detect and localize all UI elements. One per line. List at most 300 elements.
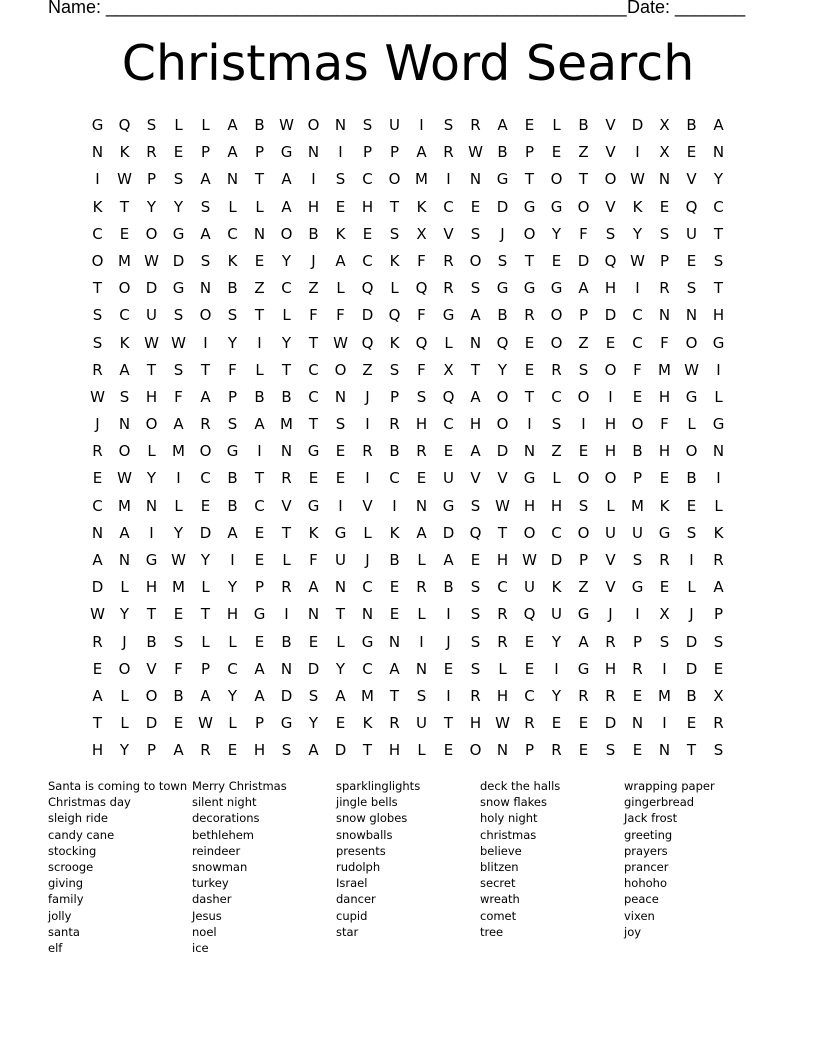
grid-letter: I [257,333,262,352]
grid-letter: C [308,360,319,379]
grid-letter: D [577,251,590,270]
grid-letter: P [254,143,265,162]
grid-letter: E [254,632,265,651]
grid-letter: M [415,170,428,189]
grid-letter: R [632,659,643,678]
word-list-item: hohoho [624,876,667,891]
grid-letter: F [336,306,345,325]
grid-letter: V [497,469,508,488]
grid-letter: C [362,578,373,597]
grid-letter: I [284,605,289,624]
grid-letter: W [333,333,348,352]
grid-letter: K [119,143,130,162]
word-list-item: snowman [192,859,248,874]
grid-letter: S [632,551,643,569]
grid-letter: F [579,224,588,243]
grid-letter: N [199,279,212,298]
grid-letter: Z [578,143,589,162]
grid-letter: V [470,469,481,488]
grid-letter: L [552,469,561,488]
grid-letter: A [281,197,292,216]
grid-letter: D [280,686,293,705]
grid-letter: O [145,224,158,243]
grid-letter: J [608,605,613,624]
grid-letter: I [338,496,343,515]
grid-letter: B [686,469,697,488]
grid-row [84,221,732,248]
grid-letter: R [281,469,292,488]
grid-letter: L [417,741,426,760]
grid-letter: G [550,279,563,298]
grid-letter: L [606,496,615,515]
grid-letter: L [174,496,183,515]
word-list-item: decorations [192,811,260,826]
grid-letter: L [120,578,129,597]
grid-letter: R [443,251,454,270]
grid-letter: T [146,605,157,624]
grid-letter: S [227,306,238,325]
grid-row [84,438,732,465]
grid-letter: L [336,632,345,651]
grid-letter: K [119,333,130,352]
grid-letter: D [604,714,617,733]
grid-letter: T [524,170,535,189]
grid-letter: Y [119,605,130,624]
grid-letter: A [92,551,103,569]
grid-letter: H [604,442,617,461]
grid-letter: A [713,578,724,597]
grid-letter: Y [281,251,292,270]
grid-letter: I [446,605,451,624]
grid-letter: C [200,469,211,488]
grid-letter: G [442,306,455,325]
grid-letter: I [554,659,559,678]
grid-letter: H [550,496,563,515]
grid-letter: F [174,387,183,406]
grid-row [84,411,732,438]
grid-letter: Y [227,333,238,352]
grid-letter: T [308,333,319,352]
grid-letter: S [92,333,103,352]
grid-letter: N [361,605,374,624]
grid-letter: H [496,686,509,705]
grid-letter: E [551,251,562,270]
grid-letter: K [713,523,724,542]
grid-letter: U [335,551,346,569]
grid-letter: Q [415,333,428,352]
grid-letter: O [577,387,590,406]
grid-letter: E [227,741,238,760]
grid-letter: I [230,551,235,569]
grid-letter: E [335,442,346,461]
grid-letter: O [469,741,482,760]
grid-letter: Y [551,632,562,651]
grid-letter: L [201,116,210,134]
word-list-item: silent night [192,795,257,810]
grid-letter: D [685,659,698,678]
grid-letter: T [281,523,292,542]
grid-letter: D [496,197,509,216]
grid-letter: H [604,659,617,678]
grid-letter: Y [200,551,211,569]
grid-letter: T [389,686,400,705]
grid-letter: S [578,496,589,515]
grid-letter: W [522,551,537,569]
word-list-item: deck the halls [480,779,561,793]
grid-letter: W [117,469,132,488]
word-list-item: noel [192,924,217,939]
grid-letter: Z [551,442,562,461]
grid-letter: A [335,251,346,270]
grid-letter: N [685,306,698,325]
grid-row [84,139,732,166]
grid-row [84,248,732,275]
word-list-item: turkey [192,876,229,891]
grid-letter: Q [361,279,374,298]
grid-letter: O [91,251,104,270]
word-list-item: sleigh ride [48,811,108,826]
grid-letter: T [389,197,400,216]
word-list-item: santa [48,924,80,939]
grid-letter: C [362,170,373,189]
grid-letter: V [443,224,454,243]
grid-letter: E [200,496,211,515]
grid-letter: N [145,496,158,515]
grid-letter: L [228,197,237,216]
grid-letter: E [524,333,535,352]
word-column [192,778,336,956]
grid-letter: H [226,605,239,624]
word-list-item: wrapping paper [624,779,715,793]
grid-row [84,547,732,574]
grid-letter: K [389,523,400,542]
grid-letter: O [145,686,158,705]
grid-letter: G [496,170,509,189]
grid-letter: F [309,306,318,325]
grid-letter: R [578,686,589,705]
grid-letter: G [712,333,725,352]
grid-letter: N [280,659,293,678]
grid-letter: U [605,523,616,542]
grid-letter: S [389,360,400,379]
grid-letter: E [470,551,481,569]
grid-letter: G [658,523,671,542]
grid-letter: I [527,415,532,434]
grid-letter: N [226,170,239,189]
grid-letter: W [684,360,699,379]
grid-letter: J [365,551,370,569]
grid-letter: N [712,143,725,162]
grid-letter: R [497,632,508,651]
grid-letter: C [92,496,103,515]
grid-letter: E [578,741,589,760]
grid-letter: O [604,360,617,379]
grid-letter: G [334,523,347,542]
grid-letter: L [336,279,345,298]
grid-letter: C [632,333,643,352]
grid-letter: R [92,442,103,461]
word-list-item: snowballs [336,827,393,842]
grid-letter: Y [227,578,238,597]
grid-letter: A [308,578,319,597]
grid-letter: R [605,686,616,705]
grid-letter: T [254,469,265,488]
grid-letter: N [469,333,482,352]
grid-letter: Y [227,686,238,705]
grid-letter: S [92,306,103,325]
word-list-item: Merry Christmas [192,779,287,793]
grid-letter: E [551,143,562,162]
date-field-label: Date: _______ [627,0,746,17]
header-line [48,0,748,21]
grid-letter: R [551,360,562,379]
grid-letter: E [686,496,697,515]
grid-letter: T [281,360,292,379]
grid-letter: B [281,632,292,651]
grid-letter: T [578,170,589,189]
grid-letter: W [90,387,105,406]
grid-letter: Y [551,224,562,243]
grid-letter: F [174,659,183,678]
grid-letter: A [119,523,130,542]
grid-letter: K [389,251,400,270]
grid-letter: S [308,686,319,705]
grid-letter: T [200,605,211,624]
grid-letter: Q [415,279,428,298]
grid-letter: P [632,469,643,488]
grid-letter: A [308,741,319,760]
grid-letter: R [497,605,508,624]
grid-letter: E [254,551,265,569]
grid-letter: S [173,306,184,325]
grid-letter: K [551,578,562,597]
grid-letter: X [416,224,427,243]
grid-letter: P [632,632,643,651]
grid-letter: V [605,197,616,216]
grid-letter: Y [173,523,184,542]
grid-letter: P [578,306,589,325]
grid-letter: O [199,306,212,325]
grid-letter: A [335,686,346,705]
grid-letter: O [496,387,509,406]
grid-letter: J [122,632,127,651]
word-list-item: joy [624,924,642,939]
grid-letter: Y [146,197,157,216]
grid-letter: B [686,116,697,134]
grid-letter: G [496,279,509,298]
grid-letter: R [200,741,211,760]
grid-letter: E [389,605,400,624]
grid-letter: P [146,741,157,760]
grid-letter: A [578,632,589,651]
grid-letter: L [282,551,291,569]
grid-letter: T [146,360,157,379]
grid-letter: Y [497,360,508,379]
grid-letter: E [578,442,589,461]
grid-letter: V [686,170,697,189]
word-column [480,778,624,940]
grid-letter: E [578,714,589,733]
grid-letter: H [469,415,482,434]
grid-letter: B [686,686,697,705]
grid-letter: N [658,741,671,760]
grid-letter: A [200,224,211,243]
grid-letter: Y [713,170,724,189]
grid-letter: S [659,632,670,651]
grid-letter: F [228,360,237,379]
grid-letter: S [200,197,211,216]
grid-letter: E [659,469,670,488]
grid-row [84,520,732,547]
grid-letter: E [443,741,454,760]
grid-letter: M [361,686,374,705]
grid-letter: T [119,197,130,216]
grid-letter: B [389,551,400,569]
grid-letter: Y [632,224,643,243]
word-list-item: rudolph [336,859,381,874]
grid-letter: W [198,714,213,733]
grid-letter: J [689,605,694,624]
grid-letter: X [659,143,670,162]
word-list-item: jingle bells [336,795,398,810]
grid-letter: B [578,116,589,134]
word-list-item: giving [48,876,84,891]
grid-letter: A [119,360,130,379]
grid-letter: U [146,306,157,325]
grid-letter: H [496,551,509,569]
grid-letter: M [280,415,293,434]
grid-letter: M [658,686,671,705]
grid-letter: N [631,714,644,733]
page-title: Christmas Word Search [121,35,695,92]
grid-letter: N [523,442,536,461]
grid-letter: H [658,387,671,406]
grid-letter: R [92,632,103,651]
grid-letter: I [608,387,613,406]
grid-letter: G [253,605,266,624]
grid-letter: G [442,496,455,515]
word-column [624,778,768,940]
grid-row [84,710,732,737]
word-list-item: snow globes [336,811,408,826]
grid-letter: D [550,551,563,569]
word-list-item: vixen [624,908,655,923]
grid-letter: K [92,197,103,216]
grid-letter: U [524,578,535,597]
grid-letter: W [495,496,510,515]
grid-letter: J [95,415,100,434]
grid-letter: I [635,279,640,298]
grid-letter: R [362,442,373,461]
word-list-item: jolly [48,908,72,923]
grid-letter: E [686,714,697,733]
grid-letter: C [362,659,373,678]
grid-letter: S [551,415,562,434]
grid-letter: N [91,523,104,542]
grid-letter: P [659,251,670,270]
grid-letter: N [415,659,428,678]
grid-letter: D [307,659,320,678]
grid-letter: D [172,251,185,270]
grid-letter: I [635,143,640,162]
grid-letter: D [496,442,509,461]
word-list-item: holy night [480,811,538,826]
grid-row [84,656,732,683]
grid-row [84,357,732,384]
grid-letter: C [524,686,535,705]
grid-letter: T [200,360,211,379]
grid-letter: S [416,387,427,406]
grid-letter: H [253,741,266,760]
grid-letter: B [146,632,157,651]
grid-letter: L [120,686,129,705]
letter-grid [84,112,732,765]
word-column [48,778,192,956]
grid-letter: L [363,523,372,542]
grid-letter: S [173,632,184,651]
word-list-item: prancer [624,859,669,874]
grid-letter: I [581,415,586,434]
grid-letter: S [659,224,670,243]
grid-letter: I [689,551,694,569]
grid-letter: U [443,469,454,488]
grid-letter: N [658,306,671,325]
word-list-item: candy cane [48,827,115,842]
grid-letter: E [254,251,265,270]
grid-letter: E [335,469,346,488]
grid-letter: E [92,469,103,488]
grid-letter: A [713,116,724,134]
grid-letter: N [334,387,347,406]
word-list-item: dancer [336,892,376,907]
grid-letter: O [577,197,590,216]
grid-letter: L [714,496,723,515]
grid-letter: B [254,387,265,406]
grid-letter: O [496,415,509,434]
grid-letter: R [416,578,427,597]
word-list-item: Jesus [192,908,222,923]
grid-letter: H [145,578,158,597]
grid-letter: E [335,197,346,216]
grid-letter: C [281,279,292,298]
word-list-item: ice [192,940,209,955]
grid-letter: J [500,224,505,243]
grid-letter: E [443,659,454,678]
grid-letter: E [524,360,535,379]
grid-letter: Y [308,714,319,733]
grid-letter: H [415,415,428,434]
grid-letter: J [311,251,316,270]
grid-letter: A [227,116,238,134]
grid-letter: G [712,415,725,434]
grid-row [84,330,732,357]
grid-letter: G [523,469,536,488]
grid-letter: I [392,496,397,515]
grid-letter: Y [119,741,130,760]
grid-letter: E [713,659,724,678]
grid-letter: S [173,170,184,189]
word-list-item: cupid [336,908,368,923]
grid-letter: A [443,551,454,569]
grid-letter: O [334,360,347,379]
grid-letter: A [92,686,103,705]
grid-letter: L [282,306,291,325]
grid-letter: O [199,442,212,461]
grid-letter: R [470,116,481,134]
grid-letter: E [173,143,184,162]
grid-letter: Z [254,279,265,298]
grid-letter: O [685,442,698,461]
